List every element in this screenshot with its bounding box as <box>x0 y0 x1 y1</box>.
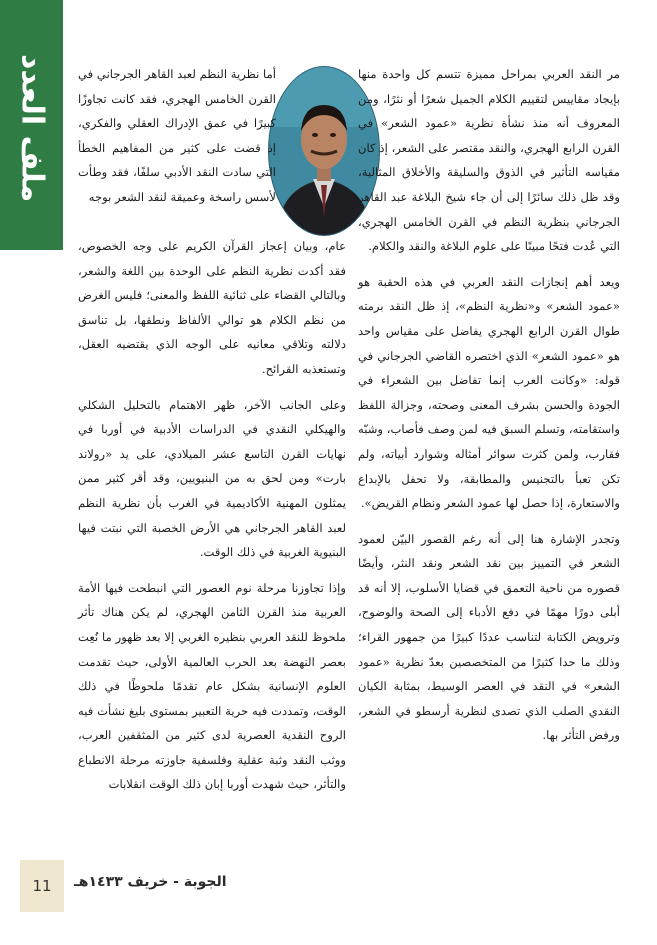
left-text-column <box>78 234 346 808</box>
section-label: ملف العدد <box>14 53 50 203</box>
paragraph: عام، وبيان إعجاز القرآن الكريم على وجه الخصوص، فقد أكدت نظرية النظم على الوحدة بين اللغة والشعر، وبالتالي القضاء على ثنائية اللفظ والمعنى؛ فليس الغرض من نظم الكلام هو توالي الألفاظ ونطقها، بل تناسق دلالته وتلاقي معانيه على الوجه الذي يقتضيه العقل، وتستعذبه القرائح. <box>78 239 346 376</box>
left-text-column-top <box>78 62 276 221</box>
paragraph: وعلى الجانب الآخر، ظهر الاهتمام بالتحليل الشكلي والهيكلي النقدي في الدراسات الأدبية في أوربا في نهايات القرن التاسع عشر الميلادي، على يد «رولاند بارت» ومن لحق به من البنيويين، وقد أقر كثير ممن يمثلون المهنية الأكاديمية في الغرب بأن نظرية النظم لعبد القاهر الجرجاني هي الأرض الخصبة التي نبتت فيها البنيوية الغربية في ذلك الوقت. <box>78 397 346 560</box>
page-footer <box>20 860 620 912</box>
page-number-box <box>20 860 64 912</box>
paragraph: وتجدر الإشارة هنا إلى أنه رغم القصور البيّن لعمود الشعر في التمييز بين نقد الشعر ونقد النثر، وأيضًا قصوره من ناحية التعمق في قضايا الأسلوب، إلا أنه قد أبلى دورًا مهمًا في دفع الأدباء إلى الصحة والوضوح، وترويض الكتابة لتناسب عددًا كبيرًا من جمهور القراء؛ وذلك ما حدا كثيرًا من المتخصصين بعدّ نظرية «عمود الشعر» في النقد في العصر الوسيط، بمثابة الكيان النقدي الصلب الذي تصدى لنظرية أرسطو في الشعر، ورفض التأثر بها. <box>358 531 620 743</box>
right-text-column <box>358 62 620 759</box>
paragraph: وإذا تجاوزنا مرحلة نوم العصور التي انبطحت فيها الأمة العربية منذ القرن الثامن الهجري، لم يكن هناك تأثر ملحوظ للنقد العربي بنظيره الغربي إلا بعد ظهور ما نُعِت بعصر النهضة بعد الحرب العالمية الأولى، حيث تقدمت العلوم الإنسانية بشكل عام تقدمًا ملحوظًا في ذلك الوقت، وتمددت فيه حرية التعبير بمستوى بليغ نشأت فيه الروح النقدية العصرية لدى كثير من المثقفين العرب، ووثب النقد وثبة عقلية وفلسفية جاوزته مرحلة الانطباع والتأثر، حيث شهدت أوربا إبان ذلك الوقت انقلابات <box>78 580 346 792</box>
paragraph: مر النقد العربي بمراحل مميزة تتسم كل واحدة منها بإيجاد مقاييس لتقييم الكلام الجميل شعرًا أو نثرًا، ومن المعروف أنه منذ نشأة نظرية «عمود الشعر» في القرن الرابع الهجري، والنقد مقتصر على الشعر، إذ كان مقياسه التأثير في الذوق والسليقة والأخلاق المثالية، وقد ظل ذلك سائرًا إلى أن جاء شيخ البلاغة عبد القاهر الجرجاني بنظرية النظم في القرن الخامس الهجري، التي عُدت فتحًا مبينًا على علوم البلاغة والنقد والكلام. <box>358 67 620 254</box>
page-number: 11 <box>32 877 52 895</box>
paragraph: أما نظرية النظم لعبد القاهر الجرجاني في القرن الخامس الهجري، فقد كانت تجاوزًا كبيرًا في عمق الإدراك العقلي والفكري، إذ قضت على كثير من المفاهيم الخطأ التي سادت النقد الأدبي سلفًا، فقد وطأت لأسس راسخة وعميقة لنقد الشعر بوجه <box>78 67 276 204</box>
section-sidebar-bar <box>0 0 63 250</box>
issue-label: الجوبة - خريف ١٤٣٣هـ <box>74 874 227 890</box>
paragraph: ويعد أهم إنجازات النقد العربي في هذه الحقبة هو «عمود الشعر» و«نظرية النظم»، إذ ظل النقد برمته طوال القرن الرابع الهجري يفاضل على مقياس واحد هو «عمود الشعر» الذي اختصره القاضي الجرجاني في قوله: «وكانت العرب إنما تفاضل بين الشعراء في الجودة والحسن بشرف المعنى وصحته، وجزالة اللفظ واستقامته، وتسلم السبق فيه لمن وصف فأصاب، وشبّه فقارب، ولمن كثرت سوائر أمثاله وشوارد أبياته، ولم تكن تعبأ بالتجنيس والمطابقة، ولا تحفل بالإبداع والاستعارة، إذا حصل لها عمود الشعر ونظام القريض». <box>358 274 620 511</box>
